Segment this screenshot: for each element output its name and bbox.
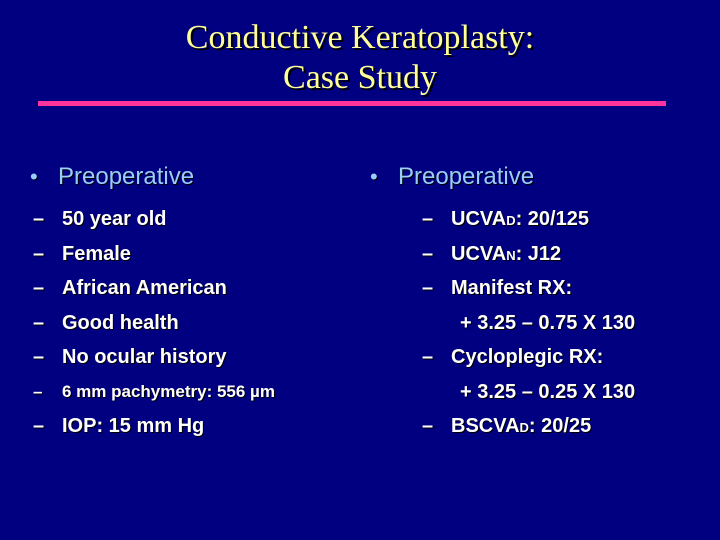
- dash-icon: –: [422, 277, 434, 299]
- list-item-cycloplegic-detail: [422, 375, 720, 410]
- cycloplegic-detail: + 3.25 – 0.25 X 130: [460, 380, 636, 403]
- list-item: [33, 306, 410, 341]
- ucvan-value: : J12: [515, 242, 562, 265]
- list-item-text: 50 year old: [62, 208, 167, 230]
- dash-icon: –: [422, 242, 434, 265]
- list-item-text: No ocular history: [62, 346, 227, 368]
- ucvad-value: : 20/125: [515, 208, 589, 230]
- list-item: [33, 202, 410, 237]
- right-list: [422, 202, 720, 444]
- dash-icon: –: [33, 208, 45, 230]
- dash-icon: –: [422, 415, 434, 437]
- list-item: [33, 237, 410, 272]
- title-line-2: Case Study: [283, 59, 437, 96]
- title-line-1: Conductive Keratoplasty:: [185, 19, 535, 56]
- left-header-label: Preoperative: [58, 163, 195, 190]
- list-item-text: Good health: [62, 311, 179, 334]
- left-header: [30, 160, 410, 194]
- list-item-cycloplegic: [422, 340, 720, 375]
- cycloplegic-label: Cycloplegic RX:: [451, 346, 604, 368]
- list-item-manifest: [422, 271, 720, 306]
- list-item: [33, 375, 410, 410]
- list-item-text: African American: [62, 277, 227, 299]
- list-item-bscvad: – BSCVA D : 20/25: [422, 409, 720, 444]
- dash-icon: –: [422, 208, 434, 230]
- title-divider: [38, 101, 666, 106]
- dash-icon: –: [422, 346, 434, 368]
- dash-icon: –: [33, 381, 43, 401]
- list-item-ucvad: – UCVA D : 20/125: [422, 202, 720, 237]
- slide-title: [0, 18, 720, 98]
- list-item: [33, 271, 410, 306]
- manifest-label: Manifest RX:: [451, 277, 573, 299]
- dash-icon: –: [33, 415, 45, 437]
- right-header: [370, 160, 720, 194]
- dash-icon: –: [33, 277, 45, 299]
- bscvad-label: BSCVA: [451, 415, 520, 437]
- right-header-label: Preoperative: [398, 163, 535, 190]
- dash-icon: –: [33, 346, 45, 368]
- bscvad-value: : 20/25: [528, 415, 592, 437]
- list-item-text: Female: [62, 242, 131, 265]
- list-item-text: 6 mm pachymetry: 556 µm: [62, 381, 275, 401]
- manifest-detail: + 3.25 – 0.75 X 130: [460, 311, 636, 334]
- list-item-ucvan: – UCVA N : J12: [422, 237, 720, 272]
- ucvan-label: UCVA: [451, 242, 507, 265]
- left-column: [30, 160, 410, 444]
- dash-icon: –: [33, 242, 45, 265]
- bullet-icon: •: [370, 164, 378, 189]
- dash-icon: –: [33, 311, 45, 334]
- list-item-manifest-detail: [422, 306, 720, 341]
- list-item: [33, 340, 410, 375]
- ucvad-label: UCVA: [451, 208, 507, 230]
- list-item: [33, 409, 410, 444]
- list-item-text: IOP: 15 mm Hg: [62, 415, 205, 437]
- right-column: [370, 160, 720, 444]
- left-list: [33, 202, 410, 444]
- bullet-icon: •: [30, 164, 38, 189]
